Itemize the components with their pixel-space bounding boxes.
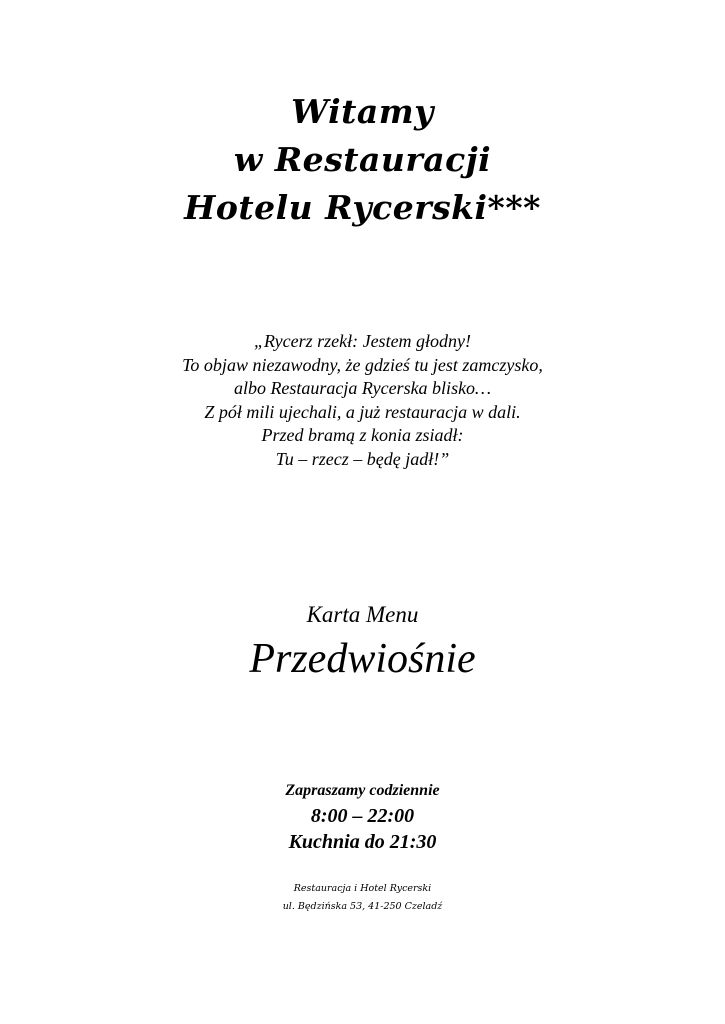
kitchen-hours: Kuchnia do 21:30: [288, 831, 437, 853]
poem-line: albo Restauracja Rycerska blisko…: [233, 378, 492, 398]
restaurant-name: Restauracja i Hotel Rycerski: [293, 883, 432, 894]
welcome-heading: [0, 88, 725, 232]
poem-quote: [0, 330, 725, 471]
poem-line: „Rycerz rzekł: Jestem głodny!: [253, 331, 472, 351]
menu-label: Karta Menu: [306, 602, 419, 627]
poem-line: Przed bramą z konia zsiadł:: [261, 425, 464, 445]
welcome-line-3: Hotelu Rycerski***: [184, 188, 541, 227]
poem-line: To objaw niezawodny, że gdzieś tu jest zamczysko,: [182, 354, 543, 375]
opening-hours: [0, 779, 725, 855]
welcome-line-1: Witamy: [291, 92, 434, 131]
poem-line: Z pół mili ujechali, a już restauracja w dali.: [204, 401, 521, 422]
street-address: ul. Będzińska 53, 41-250 Czeladź: [282, 901, 443, 912]
poem-line: Tu – rzecz – będę jadł!”: [275, 448, 450, 469]
menu-season-title: Przedwiośnie: [249, 636, 476, 682]
opening-invite: Zapraszamy codziennie: [285, 782, 440, 799]
welcome-line-2: w Restauracji: [233, 140, 492, 179]
opening-time: 8:00 – 22:00: [310, 805, 415, 827]
restaurant-address: [0, 880, 725, 916]
